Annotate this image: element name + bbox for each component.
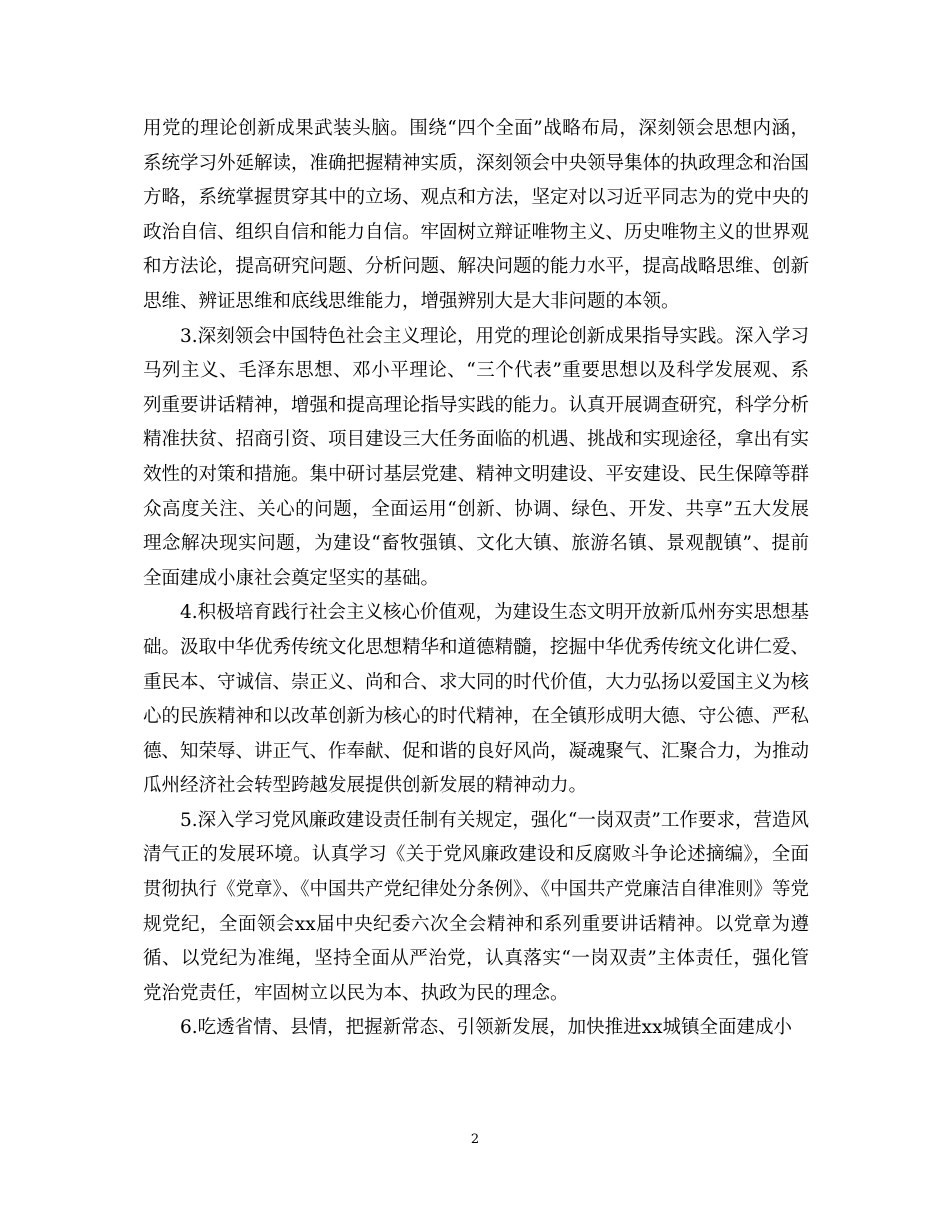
paragraph-item-3: 3.深刻领会中国特色社会主义理论，用党的理论创新成果指导实践。深入学习马列主义、毛泽东思想、邓小平理论、“三个代表”重要思想以及科学发展观、系列重要讲话精神，增强和提高理论指导实践的能力。认真开展调查研究，科学分析精准扶贫、招商引资、项目建设三大任务面临的机遇、挑战和实现途径，拿出有实效性的对策和措施。集中研讨基层党建、精神文明建设、平安建设、民生保障等群众高度关注、关心的问题，全面运用“创新、协调、绿色、开发、共享”五大发展理念解决现实问题，为建设“畜牧强镇、文化大镇、旅游名镇、景观靓镇”、提前全面建成小康社会奠定坚实的基础。 [143,325,810,589]
paragraph-item-6: 6.吃透省情、县情，把握新常态、引领新发展，加快推进xx城镇全面建成小 [180,1017,793,1039]
paragraph-item-4: 4.积极培育践行社会主义核心价值观，为建设生态文明开放新瓜州夯实思想基础。汲取中华优秀传统文化思想精华和道德精髓，挖掘中华优秀传统文化讲仁爱、重民本、守诚信、崇正义、尚和合、求大同的时代价值，大力弘扬以爱国主义为核心的民族精神和以改革创新为核心的时代精神，在全镇形成明大德、守公德、严私德、知荣辱、讲正气、作奉献、促和谐的良好风尚，凝魂聚气、汇聚合力，为推动瓜州经济社会转型跨越发展提供创新发展的精神动力。 [143,602,810,797]
document-body [143,112,809,1046]
paragraph-continuation: 用党的理论创新成果武装头脑。围绕“四个全面”战略布局，深刻领会思想内涵，系统学习外延解读，准确把握精神实质，深刻领会中央领导集体的执政理念和治国方略，系统掌握贯穿其中的立场、观点和方法，坚定对以习近平同志为的党中央的政治自信、组织自信和能力自信。牢固树立辩证唯物主义、历史唯物主义的世界观和方法论，提高研究问题、分析问题、解决问题的能力水平，提高战略思维、创新思维、辨证思维和底线思维能力，增强辨别大是大非问题的本领。 [143,118,810,312]
page-number: 2 [470,1132,480,1147]
paragraph-item-5: 5.深入学习党风廉政建设责任制有关规定，强化“一岗双责”工作要求，营造风清气正的发展环境。认真学习《关于党风廉政建设和反腐败斗争论述摘编》，全面贯彻执行《党章》、《中国共产党纪律处分条例》、《中国共产党廉洁自律准则》等党规党纪，全面领会xx届中央纪委六次全会精神和系列重要讲话精神。以党章为遵循、以党纪为准绳，坚持全面从严治党，认真落实“一岗双责”主体责任，强化管党治党责任，牢固树立以民为本、执政为民的理念。 [143,809,810,1004]
